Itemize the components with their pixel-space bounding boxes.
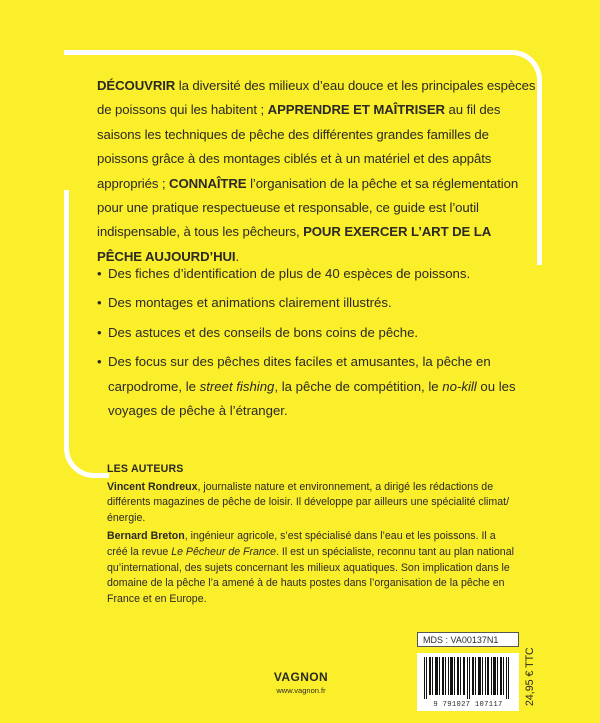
feature-item bbox=[97, 350, 537, 423]
author-name: Vincent Rondreux bbox=[107, 480, 198, 493]
author-text: . Il est un spécialiste, reconnu tant au plan national qu’international, des sujets concernant les milieux aquatiques. Son implication dans le domaine de la pêche l’a amené à de hauts postes dans l’organisation de la pêche en France et en Europe. bbox=[107, 545, 514, 605]
author-text: , journaliste nature et environnement, a dirigé les rédactions de différents magazines de pêche de loisir. Il développe par ailleurs une spécialité climat/énergie. bbox=[107, 480, 510, 524]
intro-keyword-exercer: POUR EXERCER L’ART DE LA PÊCHE AUJOURD’HUI bbox=[97, 224, 491, 264]
publisher-logo: VAGNON bbox=[273, 670, 329, 684]
authors-heading: LES AUTEURS bbox=[107, 463, 184, 475]
author-text: , ingénieur agricole, s’est spécialisé dans l’eau et les poissons. Il a créé la revue bbox=[107, 530, 496, 558]
feature-item bbox=[97, 262, 537, 286]
intro-text-4: . bbox=[235, 248, 240, 264]
feature-text: Des focus sur des pêches dites faciles et amusantes, la pêche en carpodrome, le bbox=[108, 354, 491, 394]
authors-section bbox=[107, 462, 517, 610]
feature-text: , la pêche de compétition, le bbox=[274, 378, 443, 394]
barcode-number: 9 791027 107117 bbox=[433, 701, 503, 709]
magazine-title: Le Pêcheur de France bbox=[171, 545, 277, 558]
feature-list bbox=[97, 262, 537, 428]
mds-code-box: MDS : VA00137N1 bbox=[417, 632, 519, 647]
price-label: 24,95 € TTC bbox=[524, 647, 536, 706]
intro-text-2: au fil des saisons les techniques de pêche des différentes grandes familles de poissons grâce à des montages ciblés et à un matériel et des appâts appropriés ; bbox=[97, 102, 501, 191]
publisher-website: www.vagnon.fr bbox=[276, 686, 326, 695]
feature-term-street-fishing: street fishing bbox=[199, 378, 275, 394]
feature-text: Des fiches d’identification de plus de 40 espèces de poissons. bbox=[108, 266, 471, 281]
intro-text-3: l’organisation de la pêche et sa réglementation pour une pratique respectueuse et responsable, ce guide est l’outil indispensable, à tous les pêcheurs, bbox=[97, 175, 519, 240]
author-name: Bernard Breton bbox=[107, 530, 185, 543]
feature-item bbox=[97, 291, 537, 315]
feature-text: ou les voyages de pêche à l’étranger. bbox=[108, 378, 516, 419]
feature-item bbox=[97, 321, 537, 345]
barcode-bars-icon bbox=[422, 657, 514, 699]
author-bio-rondreux bbox=[107, 480, 517, 527]
intro-keyword-apprendre: APPRENDRE ET MAÎTRISER bbox=[267, 102, 445, 118]
feature-text: Des montages et animations clairement illustrés. bbox=[108, 295, 392, 311]
feature-text: Des astuces et des conseils de bons coins de pêche. bbox=[108, 324, 419, 340]
barcode bbox=[417, 653, 519, 711]
intro-paragraph bbox=[97, 74, 537, 269]
author-bio-breton bbox=[107, 529, 517, 607]
feature-term-no-kill: no-kill bbox=[442, 378, 477, 394]
intro-keyword-connaitre: CONNAÎTRE bbox=[169, 175, 247, 191]
intro-keyword-decouvrir: DÉCOUVRIR bbox=[97, 78, 176, 93]
intro-text-1: la diversité des milieux d’eau douce et les principales espèces de poissons qui les habitent ; bbox=[97, 78, 536, 118]
